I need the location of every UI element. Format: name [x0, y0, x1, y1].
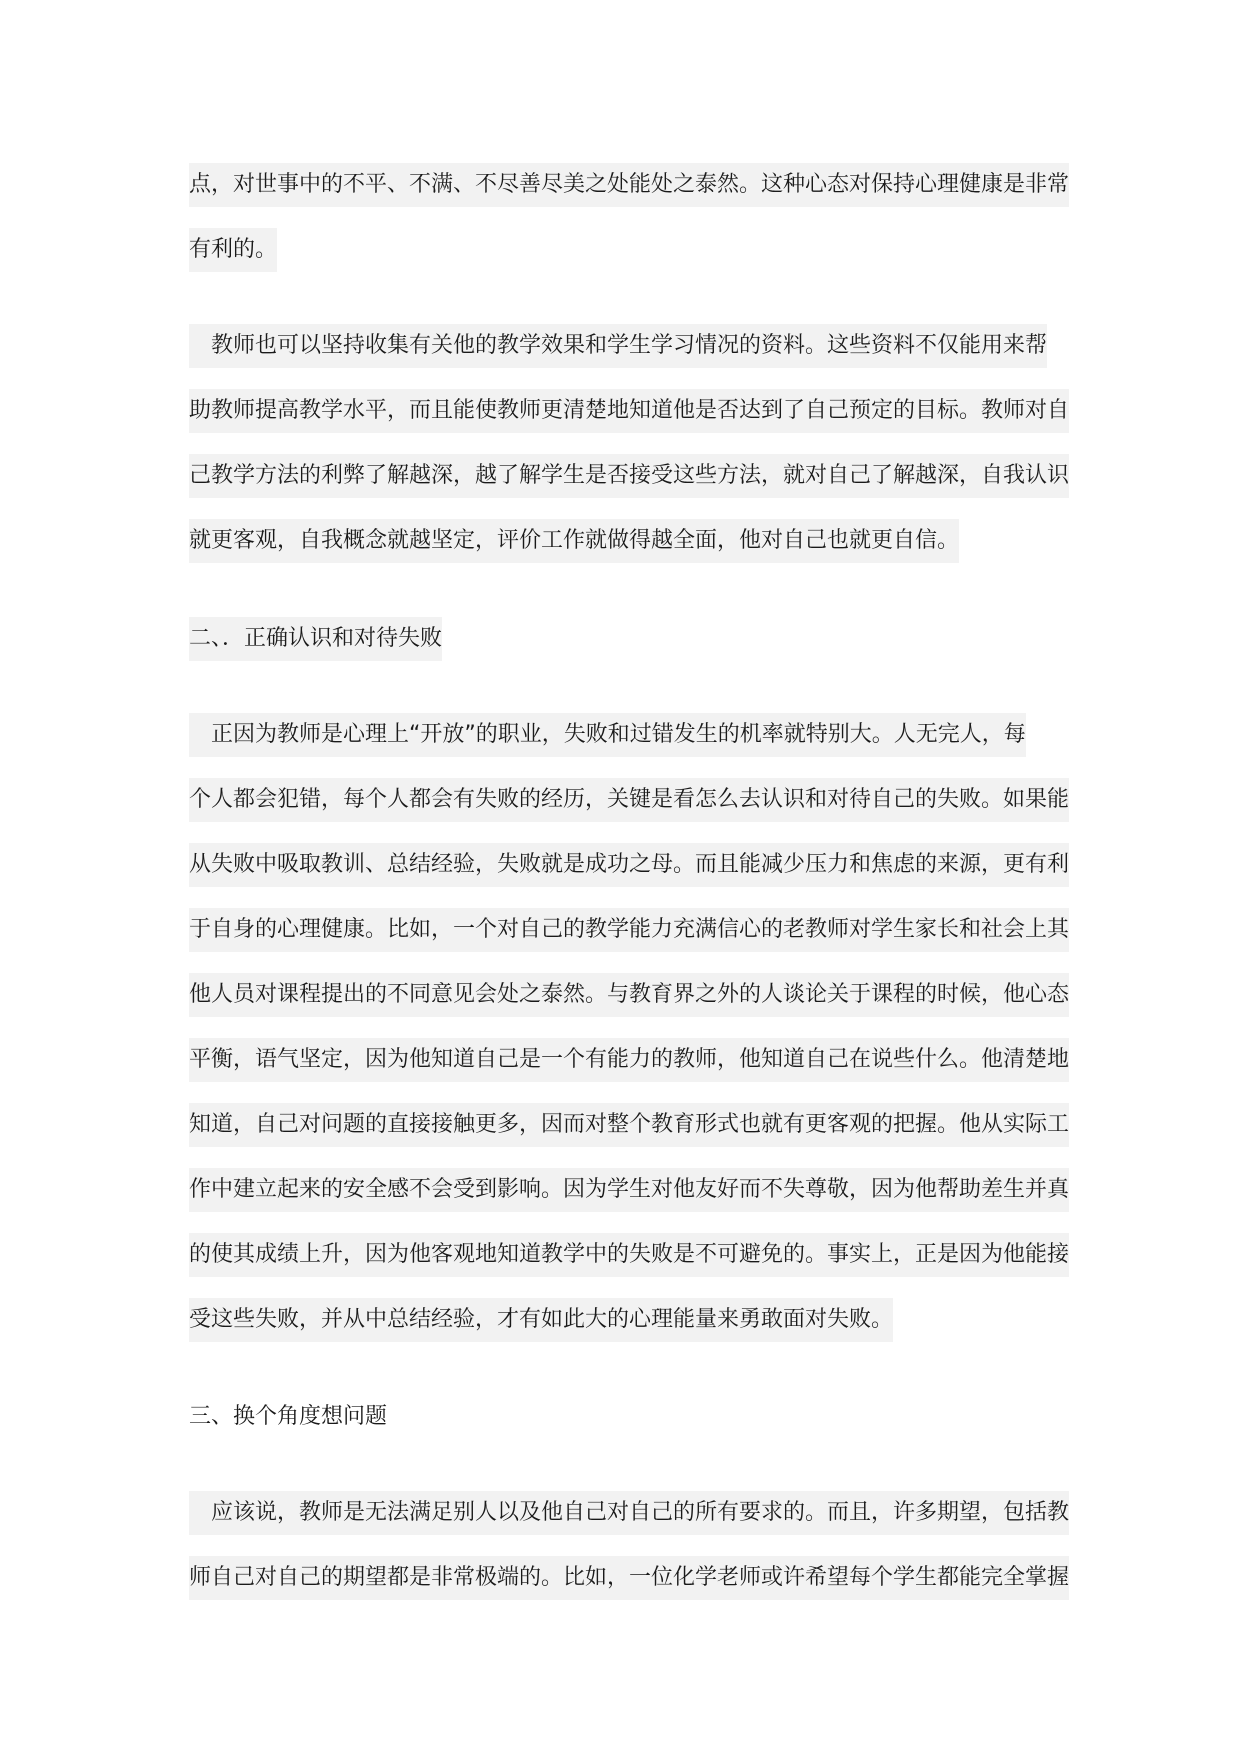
paragraph-3-line-6: 平衡，语气坚定，因为他知道自己是一个有能力的教师，他知道自己在说些什么。他清楚地 [189, 1038, 1069, 1082]
paragraph-2-line-1: 教师也可以坚持收集有关他的教学效果和学生学习情况的资料。这些资料不仅能用来帮 [189, 324, 1047, 368]
paragraph-2-line-4: 就更客观，自我概念就越坚定，评价工作就做得越全面，他对自己也就更自信。 [189, 519, 959, 563]
paragraph-4-line-1: 应该说，教师是无法满足别人以及他自己对自己的所有要求的。而且，许多期望，包括教 [189, 1491, 1069, 1535]
paragraph-3-line-9: 的使其成绩上升，因为他客观地知道教学中的失败是不可避免的。事实上，正是因为他能接 [189, 1233, 1069, 1277]
paragraph-1-line-1: 点，对世事中的不平、不满、不尽善尽美之处能处之泰然。这种心态对保持心理健康是非常 [189, 163, 1069, 207]
section-heading-3: 三、换个角度想问题 [189, 1404, 388, 1429]
paragraph-3-line-3: 从失败中吸取教训、总结经验，失败就是成功之母。而且能减少压力和焦虑的来源，更有利 [189, 843, 1069, 887]
paragraph-2-line-2: 助教师提高教学水平，而且能使教师更清楚地知道他是否达到了自己预定的目标。教师对自 [189, 389, 1069, 433]
paragraph-2-line-3: 己教学方法的利弊了解越深，越了解学生是否接受这些方法，就对自己了解越深，自我认识 [189, 454, 1069, 498]
paragraph-3-line-7: 知道，自己对问题的直接接触更多，因而对整个教育形式也就有更客观的把握。他从实际工 [189, 1103, 1069, 1147]
paragraph-3-line-8: 作中建立起来的安全感不会受到影响。因为学生对他友好而不失尊敬，因为他帮助差生并真 [189, 1168, 1069, 1212]
section-heading-2: 二、．正确认识和对待失败 [189, 617, 442, 661]
paragraph-1-line-2: 有利的。 [189, 228, 277, 272]
paragraph-3-line-5: 他人员对课程提出的不同意见会处之泰然。与教育界之外的人谈论关于课程的时候，他心态 [189, 973, 1069, 1017]
paragraph-3-line-1: 正因为教师是心理上“开放”的职业，失败和过错发生的机率就特别大。人无完人，每 [189, 713, 1026, 757]
paragraph-4-line-2: 师自己对自己的期望都是非常极端的。比如，一位化学老师或许希望每个学生都能完全掌握 [189, 1556, 1069, 1600]
paragraph-3-line-10: 受这些失败，并从中总结经验，才有如此大的心理能量来勇敢面对失败。 [189, 1298, 893, 1342]
paragraph-3-line-2: 个人都会犯错，每个人都会有失败的经历，关键是看怎么去认识和对待自己的失败。如果能 [189, 778, 1069, 822]
paragraph-3-line-4: 于自身的心理健康。比如，一个对自己的教学能力充满信心的老教师对学生家长和社会上其 [189, 908, 1069, 952]
